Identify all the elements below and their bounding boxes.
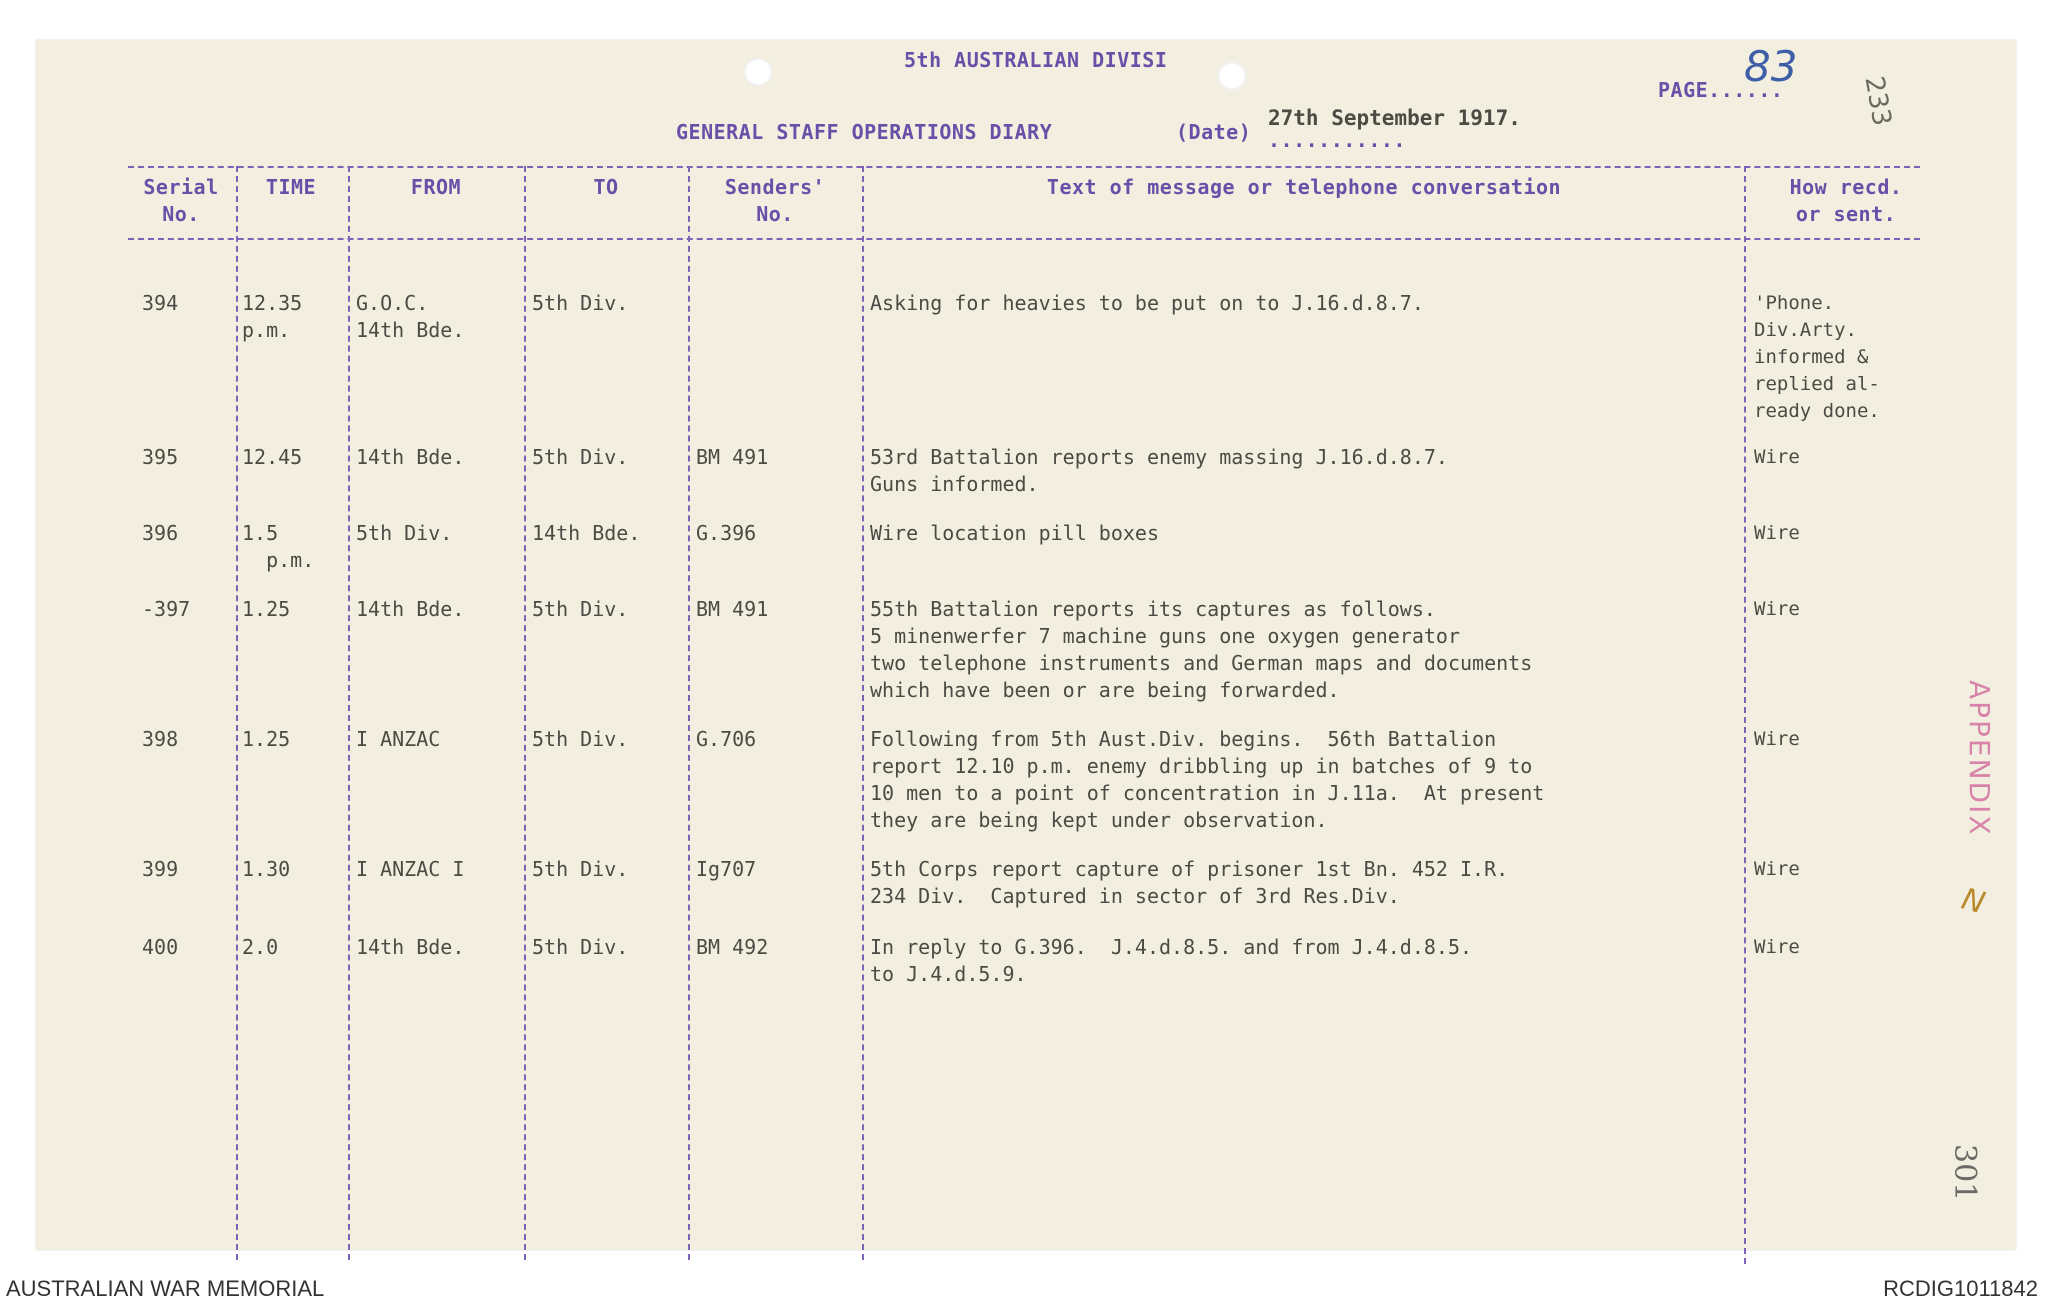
cell-from: G.O.C. 14th Bde. [356, 291, 465, 342]
cell-senders-no: G.706 [696, 727, 757, 751]
cell-from: 5th Div. [356, 521, 453, 545]
diary-sheet [36, 40, 2016, 1250]
cell-message-text: 55th Battalion reports its captures as follows. 5 minenwerfer 7 machine guns one oxygen generator two telephone instruments and German maps and documents which have been or are being forwarded. [870, 597, 1533, 702]
cell-to: 5th Div. [532, 597, 629, 621]
column-header-from: FROM [410, 175, 462, 199]
cell-how-received: Wire [1754, 858, 1800, 880]
cell-serial: -397 [142, 597, 191, 621]
header-top-rule [128, 166, 1920, 168]
cell-time: 1.25 [242, 597, 291, 621]
column-divider [862, 166, 864, 1260]
cell-message-text: Following from 5th Aust.Div. begins. 56th Battalion report 12.10 p.m. enemy dribbling up in batches of 9 to 10 men to a point of concentration in J.11a. At present they are being kept under observation. [870, 727, 1545, 832]
cell-how-received: 'Phone. Div.Arty. informed & replied al- ready done. [1754, 292, 1880, 422]
column-header-message-text: Text of message or telephone conversation [1046, 175, 1562, 199]
cell-senders-no: Ig707 [696, 857, 757, 881]
cell-time: 2.0 [242, 935, 279, 959]
column-divider [524, 166, 526, 1260]
cell-from: 14th Bde. [356, 597, 465, 621]
cell-serial: 395 [142, 445, 179, 469]
footer-source: AUSTRALIAN WAR MEMORIAL [6, 1276, 325, 1301]
cell-from: 14th Bde. [356, 445, 465, 469]
date-dots: ........... [1268, 128, 1406, 152]
cell-message-text: Wire location pill boxes [870, 521, 1159, 545]
cell-to: 5th Div. [532, 445, 629, 469]
cell-to: 5th Div. [532, 291, 629, 315]
cell-time: 1.25 [242, 727, 291, 751]
column-header-senders-no: Senders' No. [724, 175, 826, 226]
cell-serial: 400 [142, 935, 179, 959]
column-header-how-received: How recd. or sent. [1789, 175, 1903, 226]
cell-time: 1.5 p.m. [242, 521, 315, 572]
cell-senders-no: BM 492 [696, 935, 769, 959]
cell-message-text: Asking for heavies to be put on to J.16.d.8.7. [870, 291, 1424, 315]
cell-time: 12.45 [242, 445, 303, 469]
cell-message-text: In reply to G.396. J.4.d.8.5. and from J.4.d.8.5. to J.4.d.5.9. [870, 935, 1473, 986]
cell-how-received: Wire [1754, 598, 1800, 620]
cell-serial: 399 [142, 857, 179, 881]
cell-time: 12.35 p.m. [242, 291, 303, 342]
division-heading: 5th AUSTRALIAN DIVISI [904, 48, 1168, 72]
appendix-mark: N [1957, 881, 1989, 922]
cell-message-text: 5th Corps report capture of prisoner 1st Bn. 452 I.R. 234 Div. Captured in sector of 3rd Res.Div. [870, 857, 1509, 908]
header-bottom-rule [128, 238, 1920, 240]
column-divider [348, 166, 350, 1260]
cell-from: I ANZAC I [356, 857, 465, 881]
footer-id: RCDIG1011842 [1883, 1276, 2038, 1301]
column-divider [1744, 166, 1746, 1264]
cell-to: 5th Div. [532, 727, 629, 751]
cell-from: 14th Bde. [356, 935, 465, 959]
cell-serial: 394 [142, 291, 179, 315]
column-divider [236, 166, 238, 1260]
corner-number: 233 [1858, 74, 1897, 129]
appendix-label: APPENDIX [1963, 680, 1996, 837]
cell-message-text: 53rd Battalion reports enemy massing J.16.d.8.7. Guns informed. [870, 445, 1448, 496]
column-header-serial: Serial No. [143, 175, 219, 226]
page-label: PAGE...... [1658, 78, 1784, 102]
cell-to: 14th Bde. [532, 521, 641, 545]
cell-senders-no: BM 491 [696, 597, 769, 621]
cell-time: 1.30 [242, 857, 291, 881]
column-header-time: TIME [265, 175, 317, 199]
cell-senders-no: G.396 [696, 521, 757, 545]
cell-from: I ANZAC [356, 727, 441, 751]
cell-serial: 398 [142, 727, 179, 751]
cell-how-received: Wire [1754, 522, 1800, 544]
cell-how-received: Wire [1754, 446, 1800, 468]
page-number: 83 [1744, 42, 1798, 91]
cell-serial: 396 [142, 521, 179, 545]
cell-to: 5th Div. [532, 857, 629, 881]
diary-date: 27th September 1917. [1268, 106, 1521, 130]
punch-hole [744, 58, 772, 86]
cell-senders-no: BM 491 [696, 445, 769, 469]
diary-title: GENERAL STAFF OPERATIONS DIARY [676, 120, 1053, 144]
cell-to: 5th Div. [532, 935, 629, 959]
folio-number: 301 [1947, 1144, 1982, 1202]
column-divider [688, 166, 690, 1260]
cell-how-received: Wire [1754, 936, 1800, 958]
punch-hole [1218, 62, 1246, 90]
date-label: (Date) [1176, 120, 1252, 144]
column-header-to: TO [593, 175, 619, 199]
cell-how-received: Wire [1754, 728, 1800, 750]
